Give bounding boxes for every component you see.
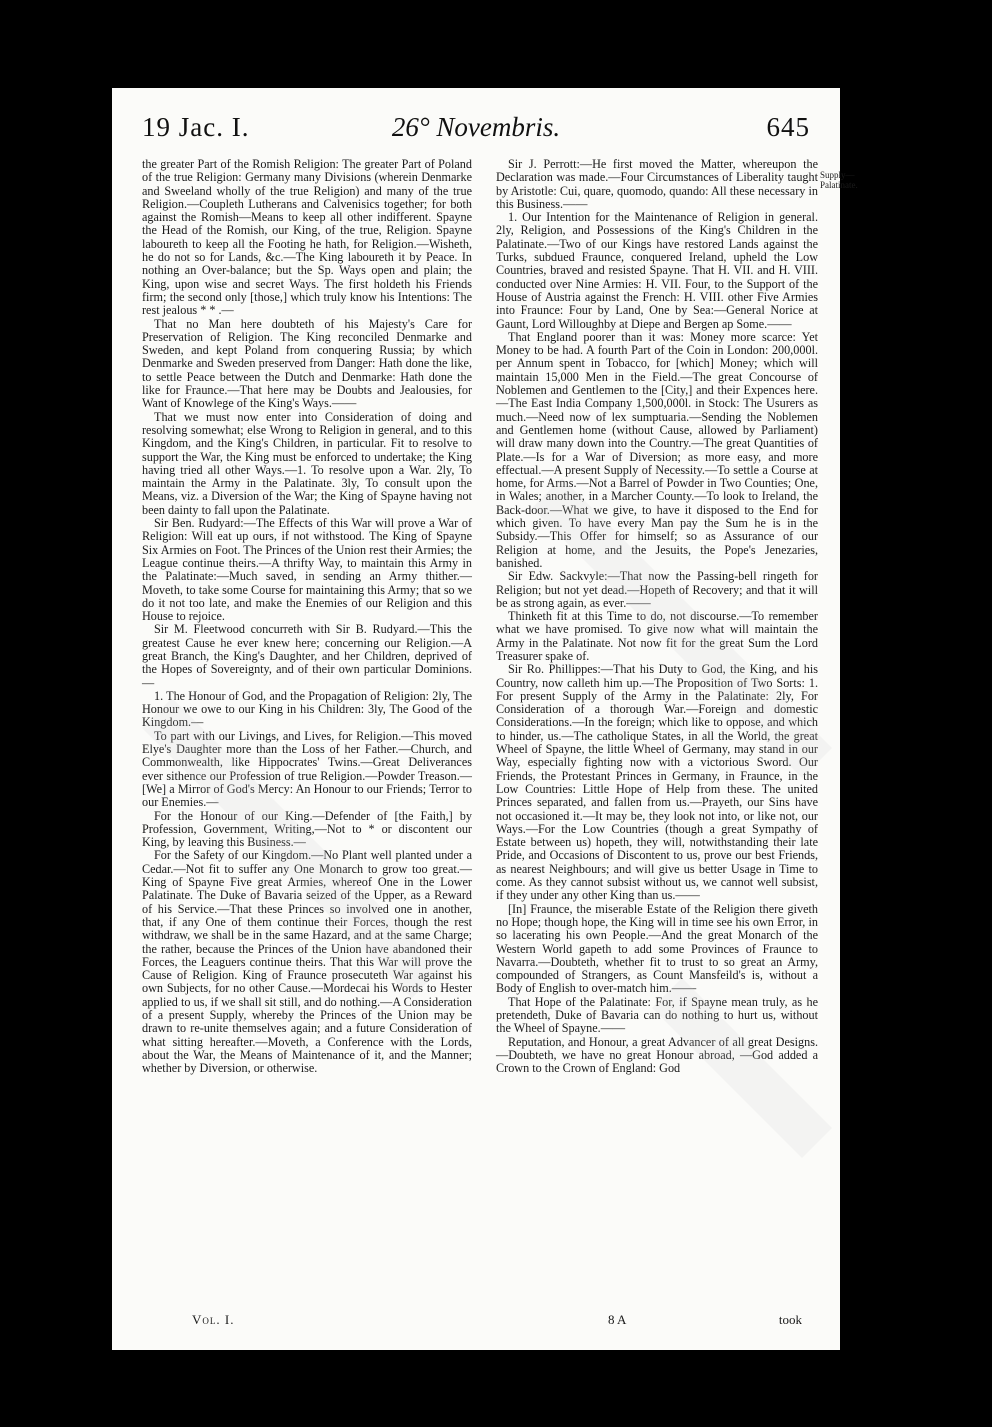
- paragraph: That we must now enter into Consideration of doing and resolving somewhat; else Wrong to Religion in general, and to this Kingdom, and the King's Children, in particular. Fit to resolve to support the War, the King must be enforced to undertake; the King having tried all other Ways.—1. To resolve upon a War. 2ly, To maintain the Army in the Palatinate. 3ly, To consult upon the Means, viz. a Diversion of the War; the King of Spayne having not been dainty to fall upon the Palatinate.: [142, 409, 472, 517]
- paragraph: Thinketh fit at this Time to do, not discourse.—To remember what we have promised. To give now what will maintain the Army in the Palatinate. Not now fit for the great Sum the Lord Treasurer spake of.: [496, 609, 818, 663]
- volume-label: Vol. I.: [192, 1312, 235, 1327]
- paragraph: 1. The Honour of God, and the Propagation of Religion: 2ly, The Honour we owe to our King in his Children: 3ly, The Good of the Kingdom.—: [142, 688, 472, 730]
- paragraph: For the Honour of our King.—Defender of [the Faith,] by Profession, Government, Writing,—Not to * or discontent our King, by leaving this Business.—: [142, 808, 472, 850]
- paragraph: [In] Fraunce, the miserable Estate of the Religion there giveth no Hope; though hope, the King will in time see his own Error, in so lacerating his own People.—And the great Monarch of the Western World gapeth to add some Provinces of Fraunce to Navarra.—Doubteth, whether fit to trust to so great an Army, compounded of Strangers, as Count Mansfeild's is, without a Body of English to over-match him.——: [496, 901, 818, 996]
- paragraph: That no Man here doubteth of his Majesty's Care for Preservation of Religion. The King reconciled Denmarke and Sweden, and kept Poland from conquering Russia; by which Denmarke and Sweden preserved from Danger: Hath done the like, to settle Peace between the Dutch and Denmarke: Hath done the like for Fraunce.—That here may be Doubts and Jealousies, for Want of Knowlege of the King's Ways.——: [142, 316, 472, 411]
- paragraph: That England poorer than it was: Money more scarce: Yet Money to be had. A fourth Part of the Coin in London: 200,000l. per Annum spent in Tobacco, for [which] Money; which will maintain 15,000 Men in the Field.—The great Concourse of Noblemen and Gentlemen to the [City,] and their Expences here.—The East India Company 1,500,000l. in Stock: The Usurers as much.—Need now of lex sumptuaria.—Sending the Noblemen and Gentlemen home (without Cause, allowed by Parliament) will draw many down into the Country.—The great Quantities of Plate.—Is for a War of Diversion; as more easy, and more effectual.—A present Supply of Necessity.—To settle a Course at home, for Arms.—Not a Barrel of Powder in Two Counties; One, in Wales; another, in a Marcher County.—To look to Ireland, the Back-door.—What we give, to have it disposed to the End for which given. To have every Man pay the Sum he is in the Subsidy.—This Offer for himself; so as Assurance of our Religion at home, and the Jesuits, the Pope's Jenezaries, banished.: [496, 329, 818, 570]
- document-page: [112, 88, 858, 1350]
- page-number: 645: [766, 112, 810, 142]
- catchword: took: [778, 1312, 802, 1327]
- paragraph: For the Safety of our Kingdom.—No Plant well planted under a Cedar.—Not fit to suffer any One Monarch to grow too great.—King of Spayne Five great Armies, whereof One in the Lower Palatinate. The Duke of Bavaria seized of the Upper, as a Reward of his Service.—That these Princes so involved one in another, that, if any One of them continue their Forces, though the rest withdraw, we shall be in the same Hazard, and at the same Charge; the rather, because the Princes of the Union have abandoned their Forces, the Leaguers continue theirs. That this War will prove the Cause of Religion. King of Fraunce prosecuteth War against his own Subjects, for no other Cause.—Mordecai his Words to Hester applied to us, if we shall sit still, and do nothing.—A Consideration of a present Supply, whereby the Princes of the Union may be drawn to re-unite themselves again; and a future Consideration of what sitting hereafter.—Moveth, a Conference with the Lords, about the War, the Means of Maintenance of it, and the Manner; whether by Diversion, or otherwise.: [142, 848, 472, 1076]
- paragraph: To part with our Livings, and Lives, for Religion.—This moved Elye's Daughter more than the Loss of her Father.—Church, and Commonwealth, like Hippocrates' Twins.—Great Deliverances ever sithence our Profession of true Religion.—Powder Treason.—[We] a Mirror of God's Mercy: An Honour to our Friends; Terror to our Enemies.—: [142, 728, 472, 810]
- paragraph: Sir Ro. Phillippes:—That his Duty to God, the King, and his Country, now calleth him up.—The Proposition of Two Sorts: 1. For present Supply of the Army in the Palatinate: 2ly, For Consideration of a thorough War.—Foreign and domestic Considerations.—In the foreign; which like to oppose, and which to hinder, us.—The catholique States, in all the World, the great Wheel of Spayne, the little Wheel of Germany, may stand in our Way, especially fighting now with a victorious Sword. Our Friends, the Protestant Princes in Germany, in Fraunce, in the Low Countries: Little Hope of Help from these. The united Princes separated, and fallen from us.—Prayeth, our Sins have not occasioned it.—It may be, they look not into, or like not, our Ways.—For the Low Countries (though a great Sympathy of Estate between us) hopeth, they will, notwithstanding their late Pride, and Occasions of Discontent to us, prove our best Friends, as nearest Neighbours; and will give us better Usage in Time to come. As they cannot subsist without us, we cannot well subsist, if they under any other King than us.——: [496, 662, 818, 903]
- left-column: [142, 158, 472, 1075]
- paragraph: Sir Ben. Rudyard:—The Effects of this War will prove a War of Religion: Will eat up ours, if not withstood. The King of Spayne Six Armies on Foot. The Princes of the Union rest their Armies; the League continue theirs.—A thrifty Way, to maintain this Army in the Palatinate:—Much saved, in sending an Army thither.—Moveth, to take some Course for maintaining this Army; that so we do it not too late, and make the Enemies of our Religion and this House to rejoice.: [142, 516, 472, 624]
- paragraph: That Hope of the Palatinate: For, if Spayne mean truly, as he pretendeth, Duke of Bavaria can do nothing to hurt us, without the Wheel of Spayne.——: [496, 994, 818, 1036]
- paragraph: Sir J. Perrott:—He first moved the Matter, whereupon the Declaration was made.—Four Circumstances of Liberality taught by Aristotle: Cui, quare, quomodo, quando: All these necessary in this Business.——: [496, 157, 818, 211]
- paragraph: 1. Our Intention for the Maintenance of Religion in general. 2ly, Religion, and Possessions of the King's Children in the Palatinate.—Two of our Kings have restored Lands against the Turks, subdued Fraunce, conquered Ireland, upheld the Low Countries, braved and resisted Spayne. That H. VII. and H. VIII. conducted over Nine Armies: H. VII. Four, to the Support of the House of Austria against the French: H. VIII. other Five Armies into Fraunce: Four by Land, One by Sea:—General Norice at Gaunt, Lord Willoughby at Diepe and Bergen ap Some.——: [496, 210, 818, 331]
- marginal-note: Supply—Palatinate.: [820, 170, 858, 190]
- running-head-date: 26° Novembris.: [391, 112, 561, 142]
- page-header: [142, 112, 810, 152]
- paragraph: the greater Part of the Romish Religion: The greater Part of Poland of the true Religion: Germany many Divisions (wherein Denmarke and Sweeland wholly of the true Religion) and many of the true Religion.—Coupleth Lutherans and Calvenisics together; for both against the Romish—Means to keep all other indifferent. Spayne the Head of the Romish, our King, of the true, Religion. Spayne laboureth to keep all the Footing he hath, for Religion.—Wisheth, he do not so for Lands, &c.—The King laboureth it by Peace. In nothing an Over-balance; but the Sp. Ways open and plain; the King, upon wise and secret Ways. The first holdeth his Friends firm; the second only [those,] which truly know his Intentions: The rest jealous * * .—: [142, 157, 472, 318]
- right-column: [496, 158, 818, 1075]
- running-head-left: 19 Jac. I.: [142, 112, 250, 142]
- page-footer: [142, 1312, 810, 1342]
- paragraph: Sir M. Fleetwood concurreth with Sir B. Rudyard.—This the greatest Cause he ever knew here; concerning our Religion.—A great Branch, the King's Daughter, and her Children, deprived of the Hopes of Sovereignty, and of their own particular Dominions.—: [142, 622, 472, 690]
- paragraph: Reputation, and Honour, a great Advancer of all great Designs.—Doubteth, we have no great Honour abroad, —God added a Crown to the Crown of England: God: [496, 1034, 818, 1076]
- signature-mark: 8 A: [608, 1312, 627, 1327]
- paragraph: Sir Edw. Sackvyle:—That now the Passing-bell ringeth for Religion; but not yet dead.—Hopeth of Recovery; and that it will be as strong again, as ever.——: [496, 569, 818, 610]
